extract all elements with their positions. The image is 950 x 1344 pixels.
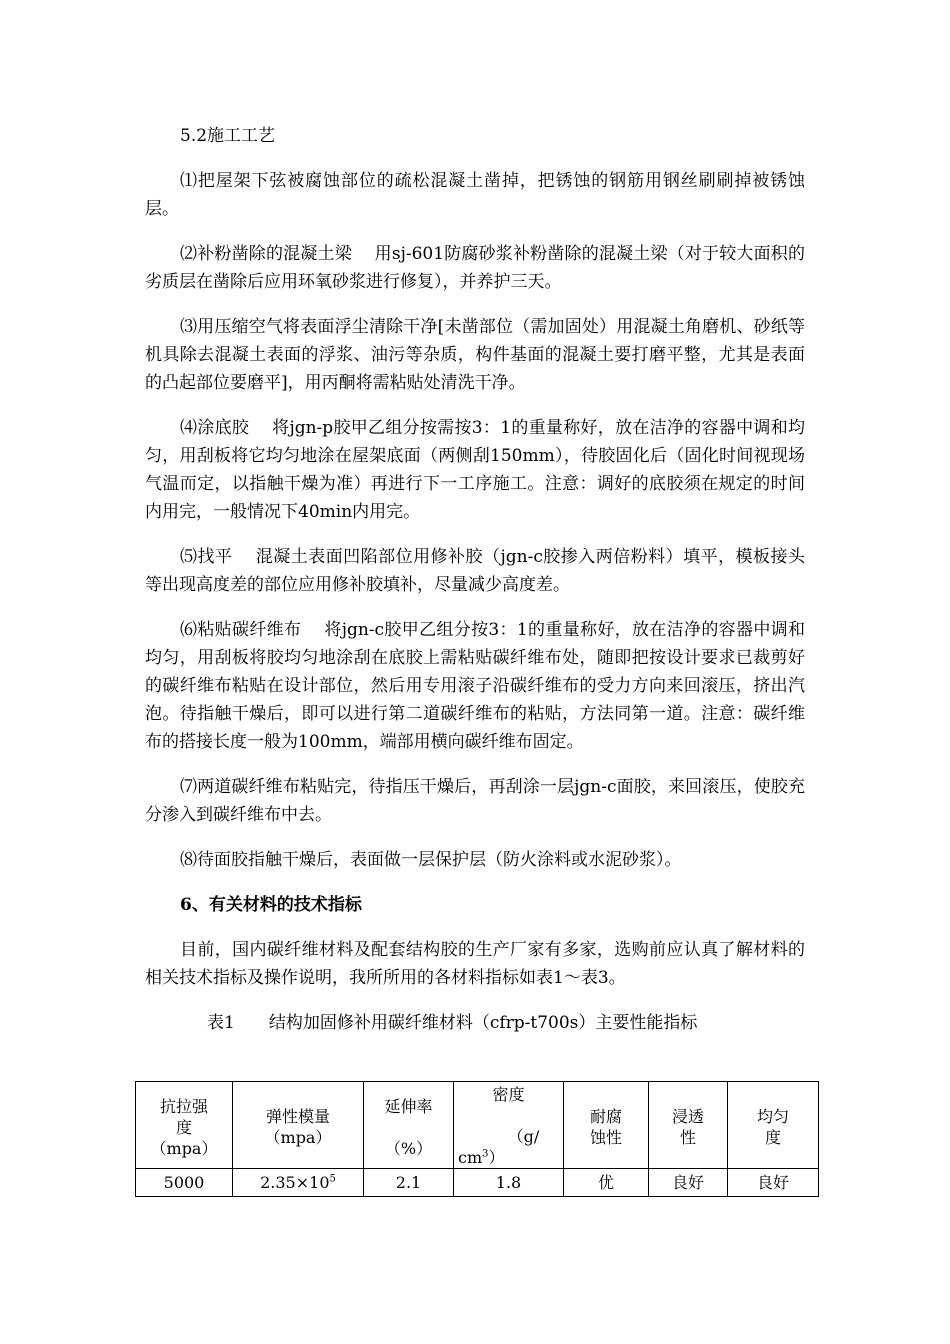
section-6-title: 6、有关材料的技术指标 bbox=[180, 895, 362, 915]
table-row bbox=[136, 1169, 819, 1197]
document-page bbox=[145, 122, 805, 1037]
header-corrosion-resistance bbox=[564, 1082, 649, 1169]
header-uniformity bbox=[728, 1082, 819, 1169]
header-modulus: 弹性模量 bbox=[265, 1107, 330, 1126]
header-density-unit-b: cm bbox=[458, 1148, 483, 1167]
step-2: ⑵补粉凿除的混凝土梁 用sj-601防腐砂浆补粉凿除的混凝土梁（对于较大面积的劣质层在凿除后应用环氧砂浆进行修复），并养护三天。 bbox=[145, 244, 805, 292]
properties-table bbox=[135, 1081, 819, 1197]
header-permeability-a: 浸透 bbox=[671, 1107, 704, 1126]
header-density-unit-c: ） bbox=[488, 1148, 505, 1167]
section-5-2-title: 5.2施工工艺 bbox=[180, 126, 276, 146]
header-density-label: 密度 bbox=[492, 1085, 525, 1104]
header-elastic-modulus bbox=[233, 1082, 364, 1169]
cell-tensile: 5000 bbox=[136, 1169, 233, 1197]
header-tensile-a: 抗拉强 bbox=[159, 1097, 208, 1116]
cell-corrosion: 优 bbox=[564, 1169, 649, 1197]
step-4: ⑷涂底胶 将jgn-p胶甲乙组分按需按3：1的重量称好，放在洁净的容器中调和均匀，用刮板将它均匀地涂在屋架底面（两侧刮150mm），待胶固化后（固化时间视现场气温而定，以指触干燥为准）再进行下一工序施工。注意：调好的底胶须在规定的时间内用完，一般情况下40min内用完。 bbox=[145, 418, 805, 522]
cell-elongation: 2.1 bbox=[364, 1169, 454, 1197]
header-density-unit-b-wrap bbox=[454, 1147, 563, 1168]
header-permeability-b: 性 bbox=[679, 1128, 696, 1147]
header-uniformity-b: 度 bbox=[764, 1128, 781, 1147]
cell-modulus bbox=[233, 1169, 364, 1197]
cell-uniformity: 良好 bbox=[728, 1169, 819, 1197]
step-5: ⑸找平 混凝土表面凹陷部位用修补胶（jgn-c胶掺入两倍粉料）填平，模板接头等出现高度差的部位应用修补胶填补，尽量减少高度差。 bbox=[145, 547, 805, 595]
header-elongation-label: 延伸率 bbox=[384, 1097, 433, 1116]
header-density-unit-a: （g/ bbox=[507, 1127, 540, 1146]
step-6: ⑹粘贴碳纤维布 将jgn-c胶甲乙组分按3：1的重量称好，放在洁净的容器中调和均匀，用刮板将胶均匀地涂刮在底胶上需粘贴碳纤维布处，随即把按设计要求已裁剪好的碳纤维布粘贴在设计部位，然后用专用滚子沿碳纤维布的受力方向来回滚压，挤出汽泡。待指触干燥后，即可以进行第二道碳纤维布的粘贴，方法同第一道。注意：碳纤维布的搭接长度一般为100mm，端部用横向碳纤维布固定。 bbox=[145, 620, 805, 752]
step-3: ⑶用压缩空气将表面浮尘清除干净[未凿部位（需加固处）用混凝土角磨机、砂纸等机具除去混凝土表面的浮浆、油污等杂质，构件基面的混凝土要打磨平整，尤其是表面的凸起部位要磨平]，用丙酮将需粘贴处清洗干净。 bbox=[145, 317, 805, 393]
step-1: ⑴把屋架下弦被腐蚀部位的疏松混凝土凿掉，把锈蚀的钢筋用钢丝刷刷掉被锈蚀层。 bbox=[145, 171, 805, 219]
cell-modulus-base: 2.35×10 bbox=[260, 1173, 330, 1192]
header-tensile-b: 度 bbox=[175, 1118, 192, 1137]
cell-density: 1.8 bbox=[454, 1169, 564, 1197]
header-elongation bbox=[364, 1082, 454, 1169]
header-elongation-unit: （%） bbox=[384, 1139, 433, 1158]
header-uniformity-a: 均匀 bbox=[756, 1107, 789, 1126]
header-tensile-strength bbox=[136, 1082, 233, 1169]
step-8: ⑻待面胶指触干燥后，表面做一层保护层（防火涂料或水泥砂浆）。 bbox=[180, 850, 682, 870]
header-corrosion-b: 蚀性 bbox=[589, 1128, 622, 1147]
header-permeability bbox=[649, 1082, 728, 1169]
section-6-intro: 目前，国内碳纤维材料及配套结构胶的生产厂家有多家，选购前应认真了解材料的相关技术指标及操作说明，我所所用的各材料指标如表1～表3。 bbox=[145, 940, 805, 988]
header-tensile-unit: （mpa） bbox=[150, 1139, 218, 1158]
header-density bbox=[454, 1082, 564, 1169]
header-corrosion-a: 耐腐 bbox=[589, 1107, 622, 1126]
header-density-unit-sup: 3 bbox=[482, 1148, 489, 1160]
table-header-row bbox=[136, 1082, 819, 1169]
header-modulus-unit: （mpa） bbox=[264, 1128, 332, 1147]
step-7: ⑺两道碳纤维布粘贴完，待指压干燥后，再刮涂一层jgn-c面胶，来回滚压，使胶充分渗入到碳纤维布中去。 bbox=[145, 777, 805, 825]
table-1-caption: 表1 结构加固修补用碳纤维材料（cfrp-t700s）主要性能指标 bbox=[207, 1013, 698, 1033]
cell-permeability: 良好 bbox=[649, 1169, 728, 1197]
table-1 bbox=[135, 1081, 819, 1197]
cell-modulus-exp: 5 bbox=[329, 1173, 336, 1185]
